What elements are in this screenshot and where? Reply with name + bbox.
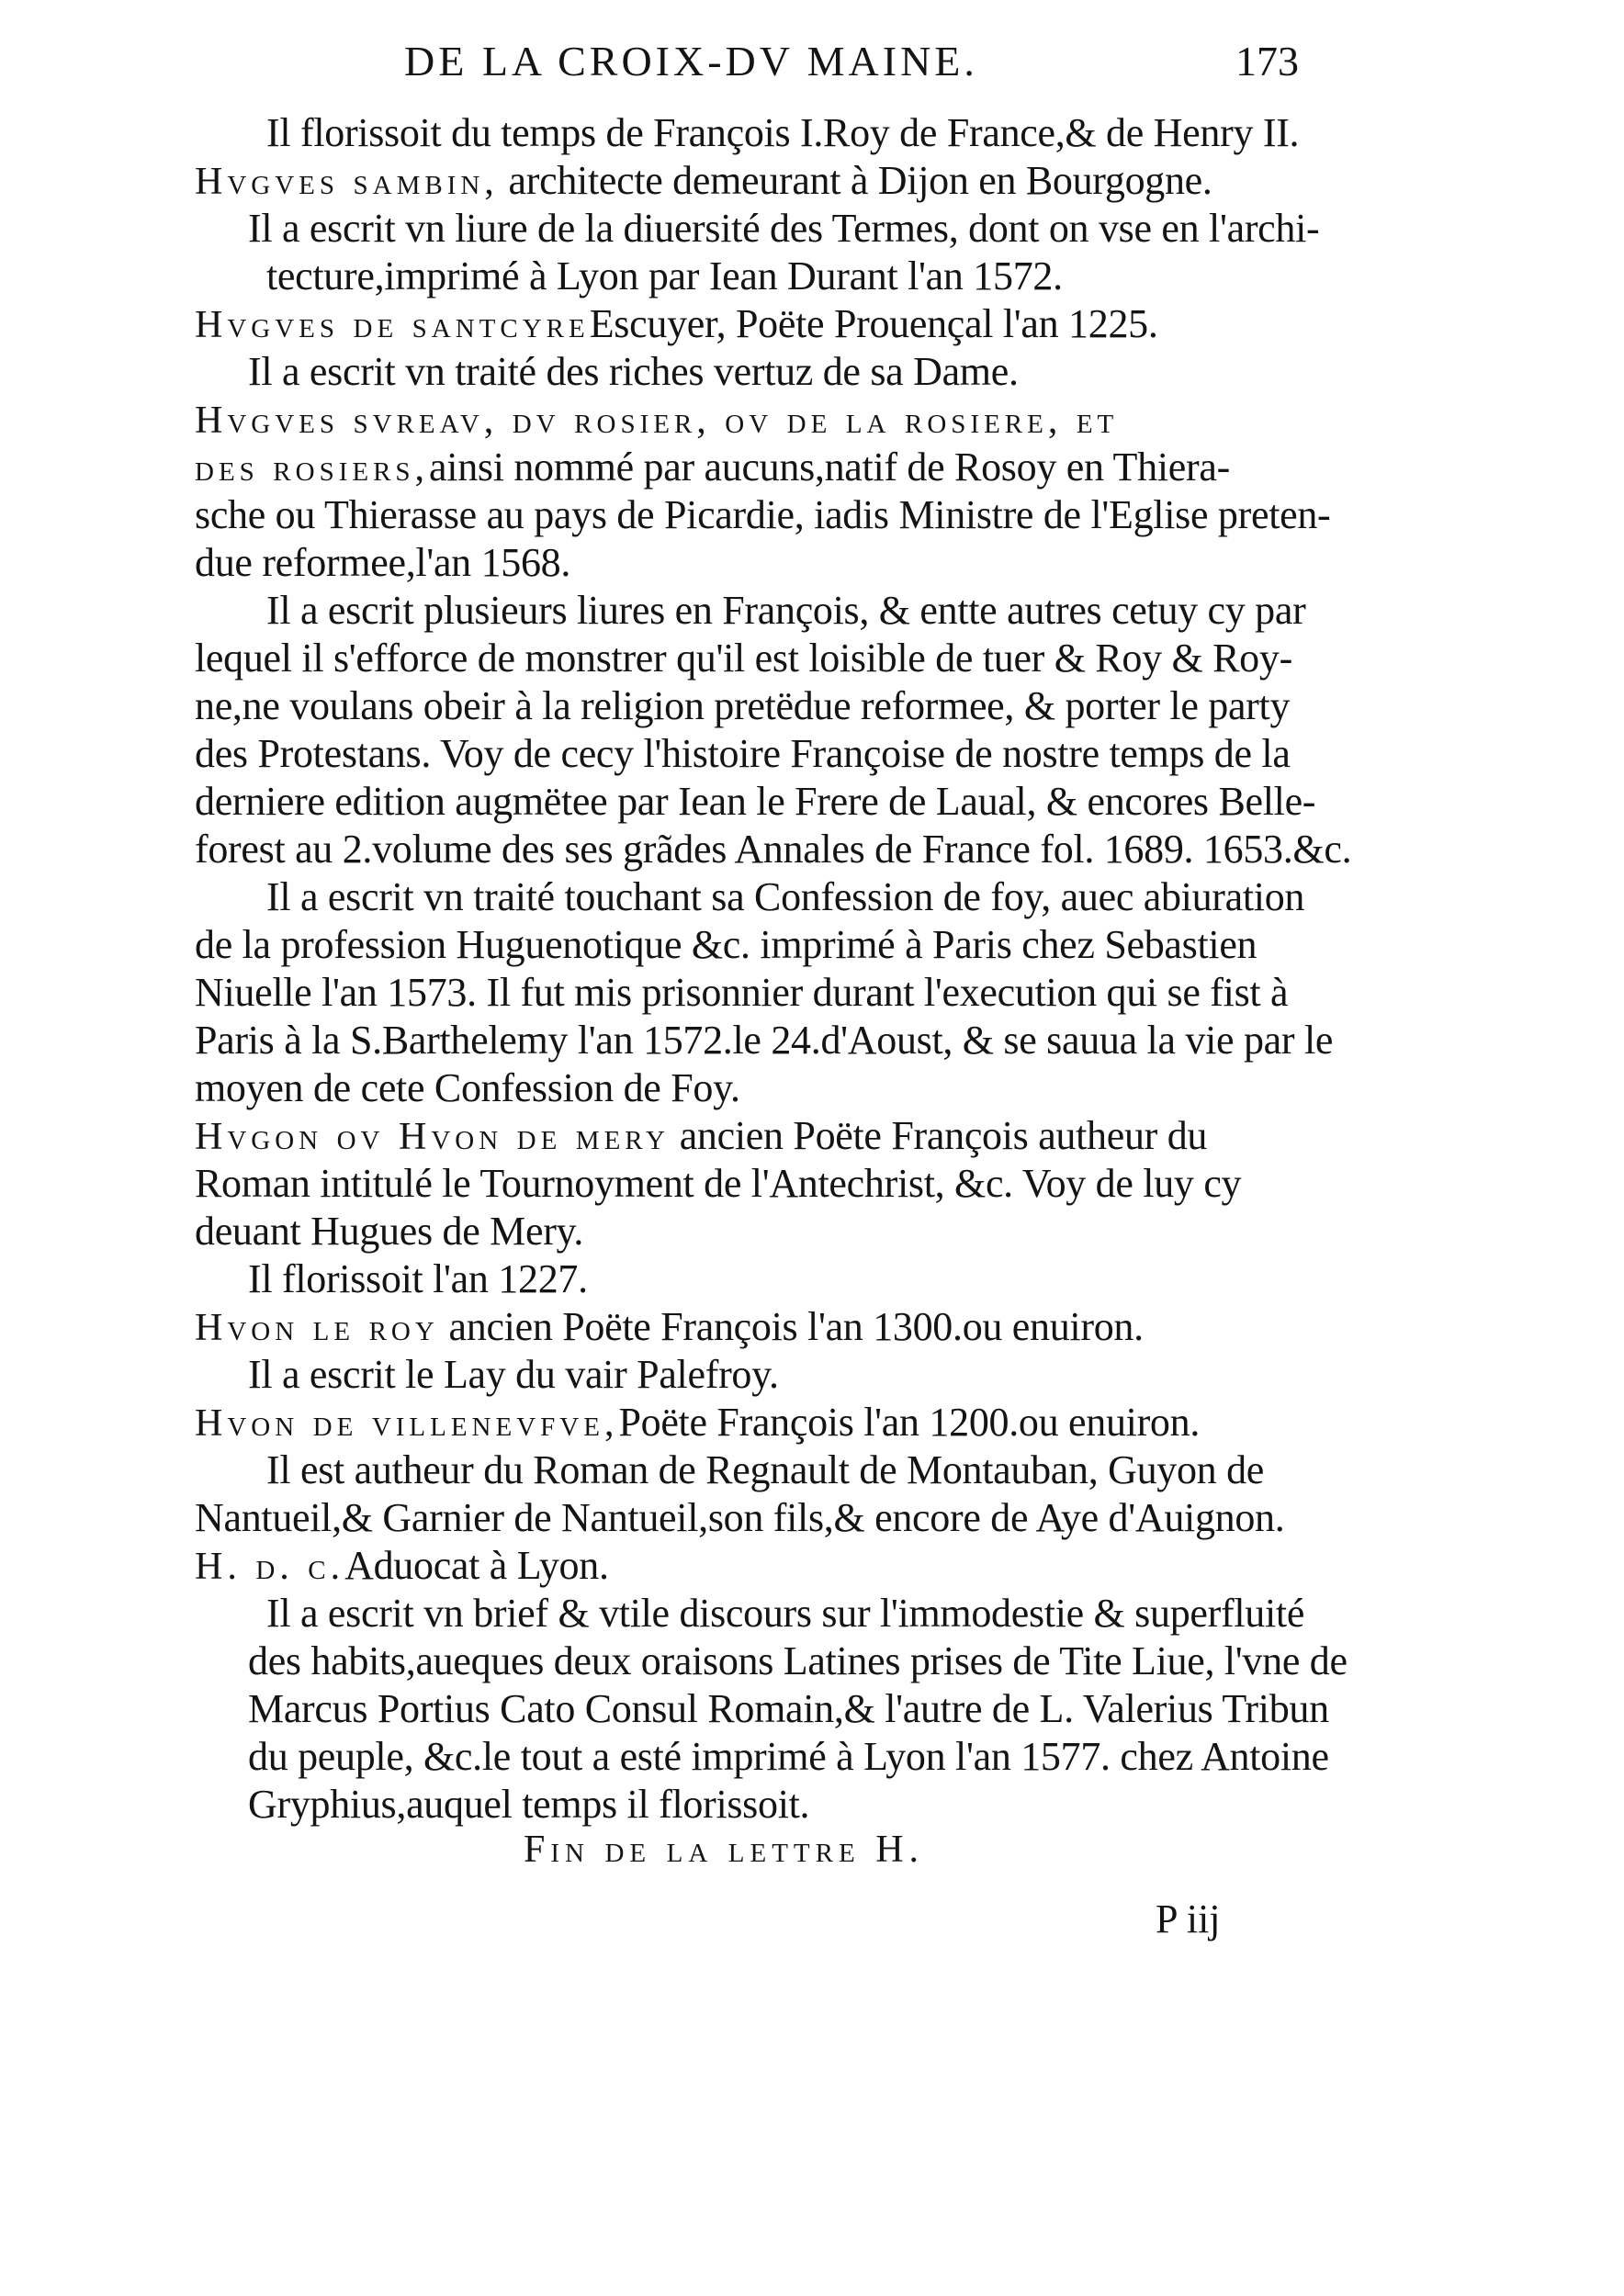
text-line: de la profession Huguenotique &c. imprimé à Paris chez Sebastien xyxy=(195,922,1257,967)
text-fragment: ancien Poëte François autheur du xyxy=(670,1113,1208,1158)
text-line: Il a escrit vn traité touchant sa Confession de foy, auec abiuration xyxy=(266,874,1305,919)
text-line: Il florissoit l'an 1227. xyxy=(248,1256,588,1301)
text-line: forest au 2.volume des ses grãdes Annales de France fol. 1689. 1653.&c. xyxy=(195,827,1352,872)
text-line: des Protestans. Voy de cecy l'histoire Françoise de nostre temps de la xyxy=(195,731,1291,776)
entry-name: Hvgon ov Hvon de mery xyxy=(195,1116,670,1158)
text-line: du peuple, &c.le tout a esté imprimé à Lyon l'an 1577. chez Antoine xyxy=(248,1734,1329,1779)
text-line: Paris à la S.Barthelemy l'an 1572.le 24.d'Aoust, & se sauua la vie par le xyxy=(195,1018,1334,1063)
entry-name: des rosiers, xyxy=(195,447,430,490)
entry-name: H. d. c. xyxy=(195,1546,345,1588)
text-line: derniere edition augmëtee par Iean le Frere de Laual, & encores Belle- xyxy=(195,779,1316,824)
text-line: des habits,aueques deux oraisons Latines prises de Tite Liue, l'vne de xyxy=(248,1638,1348,1683)
entry-name: Hvgves de santcyre xyxy=(195,304,590,346)
text-line: Il a escrit plusieurs liures en François, & entte autres cetuy cy par xyxy=(266,588,1306,633)
entry-heading xyxy=(195,1543,1334,1590)
text-line: due reformee,l'an 1568. xyxy=(195,540,571,585)
text-line: Il a escrit vn traité des riches vertuz de sa Dame. xyxy=(248,349,1019,394)
text-line: ne,ne voulans obeir à la religion pretëdue reformee, & porter le party xyxy=(195,683,1291,728)
text-fragment: architecte demeurant à Dijon en Bourgogne. xyxy=(498,158,1212,203)
signature-mark: P iij xyxy=(1156,1896,1221,1941)
text-line: Roman intitulé le Tournoyment de l'Antechrist, &c. Voy de luy cy xyxy=(195,1161,1242,1206)
entry-heading xyxy=(195,1304,1334,1351)
text-line: Il est autheur du Roman de Regnault de Montauban, Guyon de xyxy=(266,1447,1265,1492)
text-line: moyen de cete Confession de Foy. xyxy=(195,1065,740,1110)
text-line: lequel il s'efforce de monstrer qu'il est loisible de tuer & Roy & Roy- xyxy=(195,636,1292,681)
text-fragment: Aduocat à Lyon. xyxy=(344,1543,609,1588)
text-line: Il a escrit le Lay du vair Palefroy. xyxy=(248,1352,779,1397)
entry-name: Hvgves svreav, dv rosier, ov de la rosiere, et xyxy=(195,400,1119,442)
text-line: Nantueil,& Garnier de Nantueil,son fils,& encore de Aye d'Auignon. xyxy=(195,1495,1285,1540)
text-line: Niuelle l'an 1573. Il fut mis prisonnier durant l'execution qui se fist à xyxy=(195,970,1289,1015)
text-line: tecture,imprimé à Lyon par Iean Durant l'an 1572. xyxy=(266,253,1063,298)
text-fragment: ancien Poëte François l'an 1300.ou enuiron. xyxy=(438,1304,1144,1349)
text-fragment: ainsi nommé par aucuns,natif de Rosoy en Thiera- xyxy=(429,445,1230,490)
text-line: deuant Hugues de Mery. xyxy=(195,1209,584,1254)
entry-heading xyxy=(195,1400,1334,1446)
text-line: Il a escrit vn liure de la diuersité des Termes, dont on vse en l'archi- xyxy=(248,206,1320,251)
text-fragment: Escuyer, Poëte Prouençal l'an 1225. xyxy=(589,301,1158,346)
entry-name: Hvon de villenevfve, xyxy=(195,1402,619,1445)
entry-heading-continued xyxy=(195,445,1334,491)
entry-heading xyxy=(195,158,1334,205)
text-line: sche ou Thierasse au pays de Picardie, iadis Ministre de l'Eglise preten- xyxy=(195,492,1331,537)
entry-name: Hvgves sambin, xyxy=(195,161,499,203)
section-end-marker: Fin de la lettre H. xyxy=(524,1829,925,1871)
entry-heading xyxy=(195,301,1334,348)
page-number: 173 xyxy=(1235,38,1299,84)
text-line: Gryphius,auquel temps il florissoit. xyxy=(248,1782,810,1827)
entry-heading xyxy=(195,397,1334,444)
entry-name: Hvon le roy xyxy=(195,1307,439,1349)
running-header: DE LA CROIX-DV MAINE. xyxy=(404,38,978,84)
entry-heading xyxy=(195,1113,1334,1160)
text-line: Il florissoit du temps de François I.Roy de France,& de Henry II. xyxy=(266,110,1300,155)
text-line: Marcus Portius Cato Consul Romain,& l'autre de L. Valerius Tribun xyxy=(248,1686,1329,1731)
text-fragment: Poëte François l'an 1200.ou enuiron. xyxy=(618,1400,1201,1445)
text-line: Il a escrit vn brief & vtile discours sur l'immodestie & superfluité xyxy=(266,1591,1305,1636)
